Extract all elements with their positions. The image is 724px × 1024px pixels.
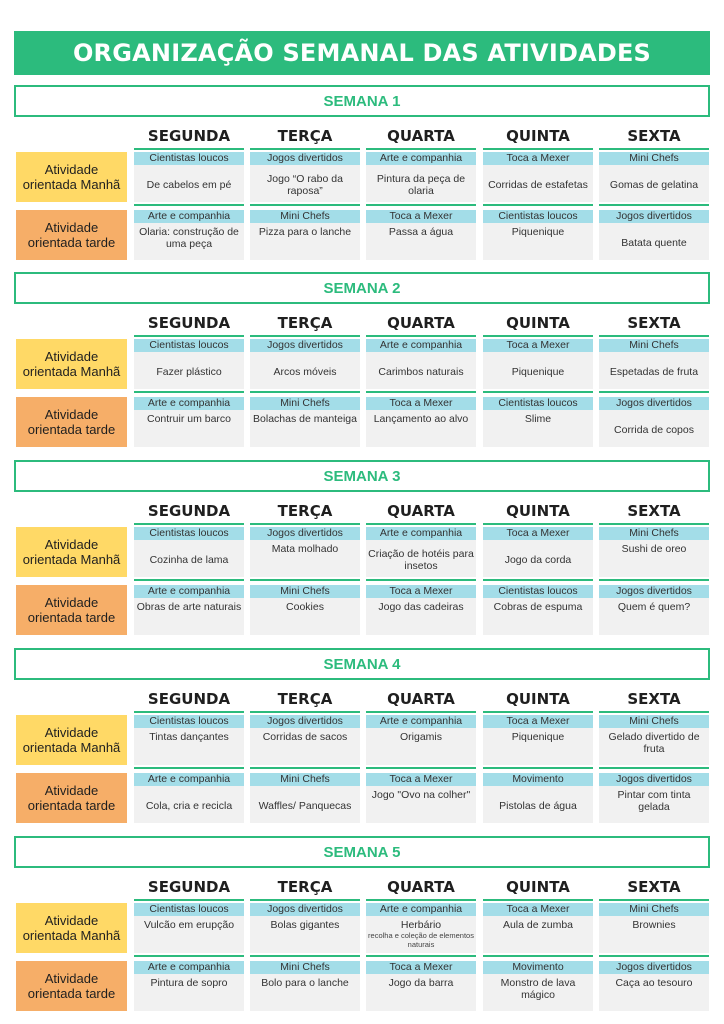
day-underline [599, 899, 709, 901]
activity-text: Waffles/ Panquecas [258, 799, 352, 812]
activity-cell [366, 210, 476, 260]
day-underline [134, 148, 244, 150]
activity-category: Arte e companhia [134, 773, 244, 786]
day-name: QUARTA [387, 127, 455, 145]
cell-divider [483, 955, 593, 957]
day-name: QUARTA [387, 314, 455, 332]
activity-name [599, 225, 709, 260]
activity-text: Brownies [632, 919, 676, 931]
activity-name [599, 918, 709, 953]
activity-name [250, 412, 360, 447]
cell-divider [599, 579, 709, 581]
day-name: QUARTA [387, 690, 455, 708]
activity-category: Mini Chefs [250, 585, 360, 598]
activity-text: Piquenique [511, 365, 565, 378]
day-name: SEGUNDA [147, 502, 231, 520]
activity-name [134, 600, 244, 635]
activity-cell [250, 773, 360, 823]
activity-cell [366, 339, 476, 389]
day-underline [599, 523, 709, 525]
activity-name [366, 918, 476, 953]
activity-name [599, 730, 709, 765]
activity-text: Piquenique [511, 731, 565, 743]
activity-text: Herbário recolha e coleção de elementos naturais [368, 919, 474, 949]
day-name: SEXTA [627, 502, 681, 520]
cell-divider [250, 391, 360, 393]
activity-text: Sushi de oreo [621, 543, 687, 555]
activity-text: Corrida de copos [614, 423, 694, 436]
activity-category: Toca a Mexer [483, 903, 593, 916]
activity-name [250, 976, 360, 1011]
activity-text: Corridas de sacos [262, 731, 348, 743]
activity-text: Pizza para o lanche [258, 226, 352, 238]
activity-name [599, 600, 709, 635]
activity-text: Gomas de gelatina [609, 178, 699, 191]
cell-divider [250, 767, 360, 769]
activity-text: Cobras de espuma [493, 601, 583, 613]
activity-text: Jogo “O rabo da raposa” [267, 172, 343, 197]
activity-cell [250, 339, 360, 389]
activity-category: Arte e companhia [134, 397, 244, 410]
activity-text: Obras de arte naturais [136, 601, 242, 613]
activity-cell [366, 773, 476, 823]
cell-divider [599, 204, 709, 206]
activity-cell [599, 152, 709, 202]
activity-text: Carimbos naturais [378, 365, 464, 378]
activity-cell [483, 152, 593, 202]
activity-name [250, 354, 360, 389]
morning-label: Atividade orientada Manhã [16, 527, 127, 577]
day-underline [134, 711, 244, 713]
week-section [0, 460, 724, 638]
week-title: SEMANA 5 [14, 836, 710, 868]
activity-cell [599, 585, 709, 635]
activity-category: Movimento [483, 961, 593, 974]
day-underline [366, 899, 476, 901]
activity-name [134, 167, 244, 202]
cell-divider [134, 391, 244, 393]
activity-name [134, 730, 244, 765]
day-underline [250, 148, 360, 150]
activity-category: Toca a Mexer [483, 339, 593, 352]
cell-divider [483, 204, 593, 206]
activity-text: Cozinha de lama [149, 553, 229, 566]
activity-text: Pintura da peça de olaria [376, 172, 466, 197]
afternoon-label: Atividade orientada tarde [16, 210, 127, 260]
week-section [0, 85, 724, 263]
cell-divider [483, 579, 593, 581]
week-title: SEMANA 4 [14, 648, 710, 680]
day-name: QUINTA [506, 127, 570, 145]
activity-name [134, 788, 244, 823]
day-name: TERÇA [277, 314, 333, 332]
day-underline [483, 711, 593, 713]
activity-text: Arcos móveis [273, 365, 337, 378]
activity-text: Pintar com tinta gelada [617, 789, 691, 813]
cell-divider [134, 579, 244, 581]
day-name: QUINTA [506, 314, 570, 332]
day-name: QUARTA [387, 502, 455, 520]
activity-category: Jogos divertidos [599, 961, 709, 974]
activity-cell [250, 527, 360, 577]
activity-category: Toca a Mexer [483, 527, 593, 540]
activity-text: Corridas de estafetas [488, 178, 588, 191]
activity-cell [250, 961, 360, 1011]
activity-cell [134, 152, 244, 202]
day-name: SEXTA [627, 314, 681, 332]
day-name: TERÇA [277, 690, 333, 708]
activity-cell [250, 715, 360, 765]
day-underline [366, 335, 476, 337]
day-name: QUARTA [387, 878, 455, 896]
activity-category: Jogos divertidos [250, 152, 360, 165]
activity-text: Cola, cria e recicla [145, 799, 233, 812]
activity-text: Pistolas de água [499, 799, 577, 812]
day-underline [134, 335, 244, 337]
day-name: SEGUNDA [147, 878, 231, 896]
activity-name [250, 788, 360, 823]
activity-text: Aula de zumba [502, 919, 574, 931]
activity-text: Vulcão em erupção [143, 919, 235, 931]
afternoon-label: Atividade orientada tarde [16, 397, 127, 447]
day-underline [366, 523, 476, 525]
day-underline [483, 148, 593, 150]
cell-divider [134, 955, 244, 957]
activity-name [366, 225, 476, 260]
activity-category: Cientistas loucos [483, 397, 593, 410]
cell-divider [134, 767, 244, 769]
activity-cell [134, 210, 244, 260]
cell-divider [366, 767, 476, 769]
day-name: TERÇA [277, 878, 333, 896]
activity-text: Caça ao tesouro [615, 977, 693, 989]
cell-divider [366, 579, 476, 581]
activity-category: Cientistas loucos [483, 585, 593, 598]
activity-text: Cookies [286, 601, 324, 613]
cell-divider [483, 391, 593, 393]
activity-name [250, 600, 360, 635]
activity-name [366, 976, 476, 1011]
day-name: QUINTA [506, 690, 570, 708]
activity-cell [599, 961, 709, 1011]
activity-name [134, 412, 244, 447]
activity-name [599, 542, 709, 577]
activity-text: Jogo das cadeiras [378, 601, 464, 613]
cell-divider [599, 955, 709, 957]
activity-name [483, 167, 593, 202]
activity-name [599, 167, 709, 202]
activity-cell [483, 339, 593, 389]
activity-category: Jogos divertidos [250, 715, 360, 728]
day-name: SEXTA [627, 127, 681, 145]
day-underline [250, 523, 360, 525]
activity-cell [483, 903, 593, 953]
activity-subtext: recolha e coleção de elementos naturais [368, 931, 474, 949]
cell-divider [599, 391, 709, 393]
day-underline [250, 335, 360, 337]
activity-text: Fazer plástico [156, 365, 222, 378]
activity-category: Movimento [483, 773, 593, 786]
activity-category: Mini Chefs [250, 773, 360, 786]
activity-text: Jogo da barra [388, 977, 454, 989]
activity-category: Mini Chefs [250, 397, 360, 410]
cell-divider [483, 767, 593, 769]
activity-name [483, 354, 593, 389]
activity-name [483, 976, 593, 1011]
activity-cell [134, 527, 244, 577]
activity-cell [366, 585, 476, 635]
week-section [0, 272, 724, 450]
activity-cell [366, 527, 476, 577]
activity-name [134, 976, 244, 1011]
activity-cell [599, 397, 709, 447]
week-section [0, 836, 724, 1014]
activity-category: Toca a Mexer [483, 152, 593, 165]
activity-name [483, 542, 593, 577]
day-underline [483, 335, 593, 337]
activity-cell [250, 152, 360, 202]
activity-cell [483, 585, 593, 635]
activity-name [599, 412, 709, 447]
activity-category: Jogos divertidos [599, 210, 709, 223]
afternoon-label: Atividade orientada tarde [16, 961, 127, 1011]
activity-cell [134, 961, 244, 1011]
day-underline [483, 523, 593, 525]
day-underline [483, 899, 593, 901]
activity-text: Slime [524, 413, 552, 425]
activity-cell [250, 210, 360, 260]
activity-cell [134, 585, 244, 635]
activity-name [483, 730, 593, 765]
cell-divider [366, 391, 476, 393]
activity-category: Jogos divertidos [599, 585, 709, 598]
activity-category: Cientistas loucos [134, 903, 244, 916]
activity-text: Quem é quem? [617, 601, 691, 613]
day-underline [366, 711, 476, 713]
morning-label: Atividade orientada Manhã [16, 152, 127, 202]
page-title: ORGANIZAÇÃO SEMANAL DAS ATIVIDADES [14, 31, 710, 75]
afternoon-label: Atividade orientada tarde [16, 773, 127, 823]
day-name: TERÇA [277, 502, 333, 520]
activity-cell [366, 152, 476, 202]
activity-cell [599, 339, 709, 389]
activity-category: Toca a Mexer [483, 715, 593, 728]
activity-category: Arte e companhia [366, 715, 476, 728]
day-underline [599, 335, 709, 337]
day-name: TERÇA [277, 127, 333, 145]
activity-name [250, 225, 360, 260]
activity-category: Toca a Mexer [366, 397, 476, 410]
activity-name [366, 167, 476, 202]
activity-name [366, 542, 476, 577]
activity-name [483, 788, 593, 823]
activity-category: Toca a Mexer [366, 773, 476, 786]
activity-text: Lançamento ao alvo [373, 413, 469, 425]
activity-name [250, 167, 360, 202]
day-name: SEGUNDA [147, 127, 231, 145]
activity-category: Arte e companhia [366, 339, 476, 352]
activity-category: Mini Chefs [250, 210, 360, 223]
day-underline [599, 711, 709, 713]
activity-category: Jogos divertidos [250, 527, 360, 540]
activity-cell [483, 961, 593, 1011]
activity-cell [134, 715, 244, 765]
activity-category: Jogos divertidos [599, 773, 709, 786]
activity-category: Arte e companhia [366, 527, 476, 540]
activity-text: Passa a água [388, 226, 454, 238]
activity-category: Mini Chefs [599, 903, 709, 916]
activity-name [599, 354, 709, 389]
activity-cell [134, 339, 244, 389]
afternoon-label: Atividade orientada tarde [16, 585, 127, 635]
activity-name [134, 354, 244, 389]
activity-category: Toca a Mexer [366, 210, 476, 223]
activity-category: Arte e companhia [134, 585, 244, 598]
activity-cell [134, 903, 244, 953]
activity-name [483, 918, 593, 953]
activity-text: Mata molhado [271, 543, 339, 555]
activity-name [366, 600, 476, 635]
activity-cell [483, 397, 593, 447]
activity-name [483, 225, 593, 260]
activity-name [366, 412, 476, 447]
activity-category: Jogos divertidos [599, 397, 709, 410]
activity-category: Mini Chefs [250, 961, 360, 974]
activity-cell [134, 773, 244, 823]
activity-category: Arte e companhia [366, 152, 476, 165]
activity-cell [483, 715, 593, 765]
activity-cell [483, 773, 593, 823]
activity-category: Cientistas loucos [134, 339, 244, 352]
activity-name [599, 788, 709, 823]
activity-category: Mini Chefs [599, 715, 709, 728]
activity-name [483, 412, 593, 447]
activity-name [599, 976, 709, 1011]
morning-label: Atividade orientada Manhã [16, 903, 127, 953]
activity-text: Bolachas de manteiga [253, 413, 357, 425]
cell-divider [599, 767, 709, 769]
activity-text: Monstro de lava mágico [500, 977, 576, 1001]
morning-label: Atividade orientada Manhã [16, 715, 127, 765]
activity-cell [599, 903, 709, 953]
day-underline [134, 523, 244, 525]
week-section [0, 648, 724, 826]
activity-cell [599, 210, 709, 260]
activity-text: Bolas gigantes [270, 919, 340, 931]
activity-cell [366, 715, 476, 765]
activity-category: Cientistas loucos [134, 527, 244, 540]
day-underline [250, 711, 360, 713]
week-title: SEMANA 3 [14, 460, 710, 492]
activity-text: Bolo para o lanche [261, 977, 349, 989]
activity-category: Cientistas loucos [483, 210, 593, 223]
activity-category: Cientistas loucos [134, 152, 244, 165]
activity-cell [250, 397, 360, 447]
day-name: SEGUNDA [147, 314, 231, 332]
activity-cell [366, 961, 476, 1011]
activity-cell [599, 527, 709, 577]
cell-divider [250, 579, 360, 581]
activity-text: Tintas dançantes [149, 731, 229, 743]
activity-text: Espetadas de fruta [609, 365, 699, 378]
activity-name [250, 730, 360, 765]
day-underline [599, 148, 709, 150]
activity-name [366, 730, 476, 765]
morning-label: Atividade orientada Manhã [16, 339, 127, 389]
activity-category: Toca a Mexer [366, 961, 476, 974]
cell-divider [366, 955, 476, 957]
activity-category: Arte e companhia [366, 903, 476, 916]
day-name: SEGUNDA [147, 690, 231, 708]
activity-cell [599, 773, 709, 823]
activity-name [366, 788, 476, 823]
activity-category: Cientistas loucos [134, 715, 244, 728]
activity-cell [250, 903, 360, 953]
week-title: SEMANA 1 [14, 85, 710, 117]
activity-name [134, 542, 244, 577]
day-name: SEXTA [627, 878, 681, 896]
activity-cell [366, 903, 476, 953]
activity-name [134, 225, 244, 260]
activity-text: De cabelos em pé [146, 178, 232, 191]
activity-name [483, 600, 593, 635]
activity-name [250, 918, 360, 953]
activity-cell [483, 210, 593, 260]
activity-text: Pintura de sopro [150, 977, 228, 989]
activity-text: Contruir um barco [146, 413, 232, 425]
activity-category: Toca a Mexer [366, 585, 476, 598]
activity-category: Mini Chefs [599, 527, 709, 540]
activity-category: Arte e companhia [134, 961, 244, 974]
week-title: SEMANA 2 [14, 272, 710, 304]
activity-text: Jogo da corda [504, 553, 572, 566]
day-underline [250, 899, 360, 901]
cell-divider [366, 204, 476, 206]
day-underline [366, 148, 476, 150]
day-name: QUINTA [506, 502, 570, 520]
day-name: SEXTA [627, 690, 681, 708]
cell-divider [250, 955, 360, 957]
cell-divider [250, 204, 360, 206]
activity-text: Jogo "Ovo na colher" [371, 789, 471, 801]
activity-name [250, 542, 360, 577]
activity-text: Piquenique [511, 226, 565, 238]
activity-cell [134, 397, 244, 447]
activity-category: Mini Chefs [599, 152, 709, 165]
activity-category: Jogos divertidos [250, 903, 360, 916]
activity-cell [250, 585, 360, 635]
activity-cell [483, 527, 593, 577]
day-underline [134, 899, 244, 901]
activity-name [134, 918, 244, 953]
activity-category: Jogos divertidos [250, 339, 360, 352]
activity-text: Origamis [399, 731, 442, 743]
activity-cell [366, 397, 476, 447]
activity-name [366, 354, 476, 389]
activity-text: Criação de hotéis para insetos [368, 547, 474, 572]
activity-category: Arte e companhia [134, 210, 244, 223]
activity-text: Olaria: construção de uma peça [139, 226, 239, 250]
day-name: QUINTA [506, 878, 570, 896]
activity-text: Batata quente [621, 236, 687, 249]
cell-divider [134, 204, 244, 206]
activity-cell [599, 715, 709, 765]
activity-category: Mini Chefs [599, 339, 709, 352]
activity-text: Gelado divertido de fruta [608, 731, 700, 755]
